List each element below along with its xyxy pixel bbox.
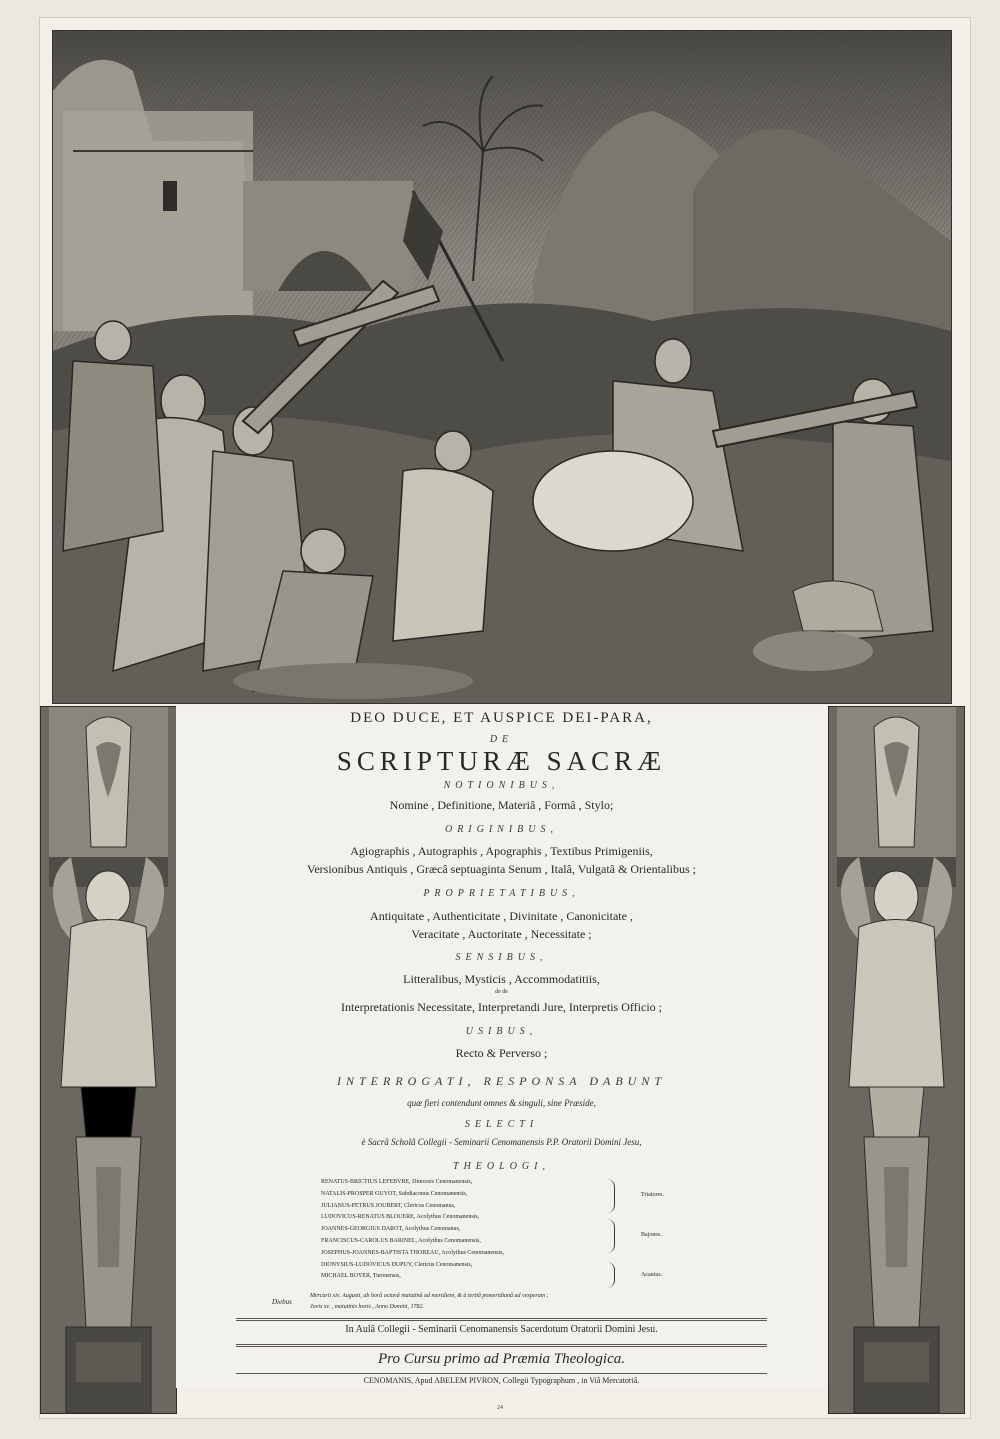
theologi-heading: THEOLOGI, — [453, 1161, 550, 1172]
group-brace — [606, 1179, 615, 1213]
sensibus-text-2: Interpretationis Necessitate, Interpretandi Jure, Interpretis Officio ; — [341, 1000, 662, 1014]
sensibus-de: de de — [495, 989, 508, 995]
selecti-subtitle: è Sacrâ Scholâ Collegii - Seminarii Cenomanensis P.P. Oratorii Domini Jesu, — [361, 1137, 642, 1147]
interrogati-heading: INTERROGATI, RESPONSA DABUNT — [337, 1074, 666, 1088]
list-item: FRANCISCUS-CAROLUS BARINEL, Acolythus Cenomanensis, — [321, 1237, 481, 1244]
usibus-text: Recto & Perverso ; — [455, 1046, 548, 1060]
dates-line-2: Jovis xv. , matutinis horis , Anno Domini, 1782. — [310, 1304, 424, 1310]
printer-imprint: CENOMANIS, Apud ABELEM PIVRON, Collegii Typographum , in Viâ Mercatoriâ. — [363, 1376, 640, 1385]
originibus-text-2: Versionibus Antiquis , Græcâ septuaginta Senum , Italâ, Vulgatâ & Orientalibus ; — [307, 862, 696, 876]
group-label: Acanius. — [641, 1272, 663, 1278]
right-angel-figure — [829, 707, 964, 1413]
dates-label: Diebus — [272, 1298, 292, 1306]
divider — [236, 1373, 767, 1374]
list-item: JULIANUS-PETRUS JOUBERT, Clericus Cenomanus, — [321, 1202, 456, 1209]
main-title: SCRIPTURÆ SACRÆ — [336, 746, 667, 776]
thesis-text-panel — [176, 706, 827, 1388]
group-brace — [606, 1262, 615, 1288]
group-label: Bajones. — [641, 1232, 662, 1238]
theologians-list — [321, 1177, 621, 1283]
group-brace — [606, 1219, 615, 1253]
proprietatibus-text-1: Antiquitate , Authenticitate , Divinitate , Canonicitate , — [370, 909, 633, 923]
left-angel-figure — [41, 707, 176, 1413]
engraving-scene — [53, 31, 951, 703]
dates-line-1: Mercurii xiv. Augusti, ab horâ octavâ matutinâ ad meridiem, & à tertiâ pomeridianâ ad vesperam ; — [310, 1293, 549, 1299]
page-mark: 24 — [497, 1405, 503, 1411]
section-usibus: USIBUS, — [465, 1026, 538, 1037]
list-item: NATALIS-PROSPER GUYOT, Subdiaconus Cenomanensis, — [321, 1190, 468, 1197]
de-label: DE — [489, 734, 514, 745]
list-item: JOSEPHUS-JOANNES-BAPTISTA THOREAU, Acolythus Cenomanensis, — [321, 1249, 504, 1256]
originibus-text-1: Agiographis , Autographis , Apographis , Textibus Primigeniis, — [350, 844, 653, 858]
list-item: MICHAEL BOYER, Turonensis, — [321, 1273, 401, 1280]
ornamental-rule — [236, 1318, 767, 1321]
group-label: Triatores. — [641, 1192, 664, 1198]
list-item: LUDOVICUS-RENATUS BLOUERE, Acolythus Cenomanensis, — [321, 1214, 480, 1221]
interrogati-subtitle: quæ fieri contendunt omnes & singuli, sine Præside, — [407, 1098, 596, 1108]
list-item: DIONYSIUS-LUDOVICUS DUPUY, Clericus Cenomanensis, — [321, 1261, 473, 1268]
section-originibus: ORIGINIBUS, — [444, 824, 559, 835]
venue-line: In Aulâ Collegii - Seminarii Cenomanensis Sacerdotum Oratorii Domini Jesu. — [345, 1324, 658, 1335]
engraving-illustration — [52, 30, 952, 704]
headline: DEO DUCE, ET AUSPICE DEI-PARA, — [350, 710, 653, 726]
list-item: RENATUS-BRICTIUS LEFEBVRE, Diœcesis Cenomanensis, — [321, 1179, 473, 1185]
sensibus-text-1: Litteralibus, Mysticis , Accommodatitiis, — [403, 972, 600, 986]
ornamental-rule — [236, 1344, 767, 1347]
list-item: JOANNES-GEORGIUS DAROT, Acolythus Cenomanus, — [321, 1226, 461, 1233]
right-angel-column — [828, 706, 965, 1414]
proprietatibus-text-2: Veracitate , Auctoritate , Necessitate ; — [411, 927, 592, 941]
section-proprietatibus: PROPRIETATIBUS, — [423, 888, 580, 899]
notionibus-text: Nomine , Definitione, Materiâ , Formâ , Stylo; — [389, 798, 614, 812]
section-sensibus: SENSIBUS, — [455, 952, 548, 963]
section-notionibus: NOTIONIBUS, — [443, 780, 560, 791]
selecti-heading: SELECTI — [464, 1119, 539, 1130]
left-angel-column — [40, 706, 177, 1414]
course-line: Pro Cursu primo ad Præmia Theologica. — [378, 1351, 625, 1367]
